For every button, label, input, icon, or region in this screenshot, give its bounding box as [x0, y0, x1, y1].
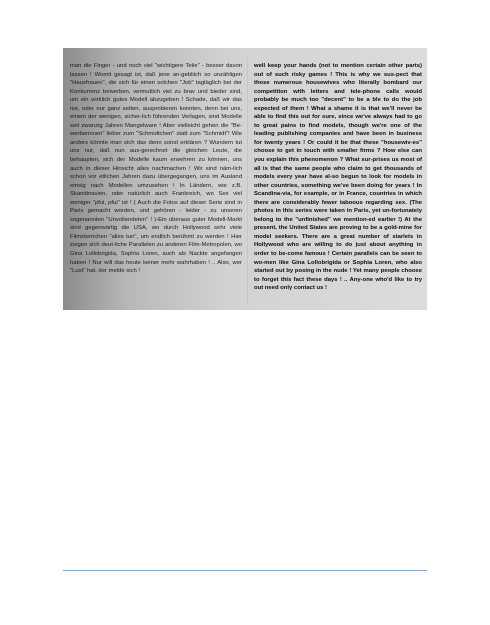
bottom-rule-line	[63, 570, 427, 571]
german-text-column: man die Finger - und noch viel "wichtigere Teile" - besser davon lassen ! Womit gesagt ist, daß jene an-gebliich so unzähligen "Hausfrauen", die sich für einen solchen "Job" tagtäglich bei der Konkurrenz bewerben, vermutlich viel zu brav und bieder sind, um ein wirklich gutes Modell abzugeben ! Schade, daß wir das nie, oder nur ganz selten, ausprobieren konnten, denn bei uns, einem der wenigen, sicher-lich führenden Verlagen, sind Modelle seit zwanzig Jahren Mangelware ! Aber vielleicht gehen die "Be-werberinnen" lieber zum "Schmidtchen" statt zum "Schmidt"! Wie anders könnte man sich das denn sonst erklären ? Wundern tut uns nur, daß nun aus-gerechnet die gleichen Leute, die behaupten, sich der Modelle kaum erwehren zu können, uns auch in dieser Hinsicht alles nachmachen ! Wir sind näm-lich schon vor etlichen Jahren dazu übergegangen, uns im Ausland emsig nach Modellen umzusehen ! In Ländern, wie z.B. Skandinavien, oder natürlich auch Frankreich, wo Sex viel weniger "pfui, pfui" ist ! ( Auch die Fotos auf dieser Serie sind in Paris gemacht worden, und gehören - leider - zu unseren sogenannten "Unvollendeten" ! )-Ein überaus guter Modell-Markt sind gegenwärtig die USA, wo durch Hollywood sehr viele Filmsternchen "alles tun", um endlich berühmt zu werden ! Hier zeigen sich deut-liche Parallelen zu anderen Film-Metropolen, wo Gina Lollobrigida, Sophia Loren, auch als Nackte angefangen haben ! Nur will das heute keiner mehr wahrhaben ! .. Also, wer "Lust" hat, der melde sich !	[70, 63, 242, 275]
column-gutter	[247, 58, 248, 304]
scanned-page-region	[63, 48, 427, 310]
english-text-column: well keep your hands (not to mention certain other parts) out of such risky games ! This is why we sus-pect that those numerous housewives who literally bombard our competition with letters and tele-phone calls would probably be much too "decent" to be a ble to do the job expected of them ! What a shame it is that we'll never be able to find this out for sure, since we've always had to go to great pains to find models, though we're one of the leading publishing companies and have been in business for twenty years ! Or could it be that these "housewiv-es" choose to get in touch with smaller firms ? How else can you explain this phenomenon ? What sur-prises us most of all is that the same people who claim to get thousands of models every year have al-so begun to look for models in other countries, something we've been doing for years ! In Scandina-via, for example, or in France, countries in which there are considerably fewer taboous regarding sex. (The photos in this series were taken in Paris, yet un-fortunately belong to the "unfinished" we mention-ed earlier !) At the present, the United States are proving to be a gold-mine for model seekers. There are a great number of starlets in Hollywood who are willing to do just about anything in order to be-come famous ! Certain parallels can be seen to wo-men like Gina Lollobrigida or Sophia Loren, who also started out by posing in the nude ! Yet many people choose to forget this fact these days ! .. Any-one who'd like to try out need only contact us !	[254, 63, 422, 292]
